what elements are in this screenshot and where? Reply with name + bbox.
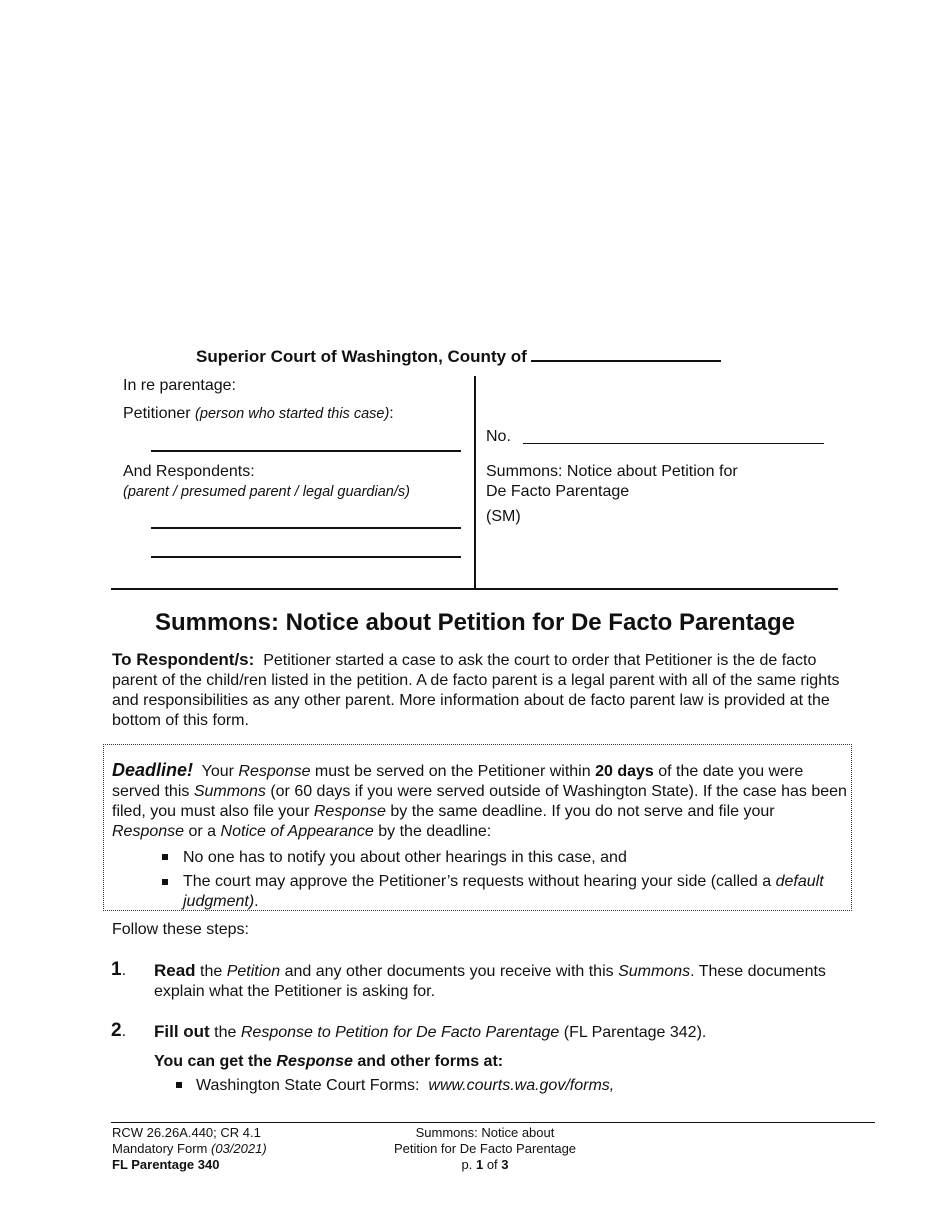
deadline-days: 20 days [595,763,654,780]
footer-page-p: p. [461,1157,473,1172]
step-1-summons: Summons [618,963,691,980]
footer-center-line1: Summons: Notice about [415,1125,555,1140]
deadline-summons: Summons [193,783,266,800]
step-2-t2: (FL Parentage 342). [563,1024,707,1041]
step-1-action: Read [154,961,196,980]
court-forms-link[interactable]: www.courts.wa.gov/forms, [428,1077,615,1094]
forms-bullet-label: Washington State Court Forms: [196,1077,420,1094]
doc-title-line1: Summons: Notice about Petition for [486,463,738,480]
step-1-number: 1. [111,959,127,980]
footer-date: (03/2021) [211,1141,267,1156]
deadline-lead: Deadline! [112,760,194,780]
deadline-t6: or a [188,823,217,840]
case-no-label: No. [486,428,511,445]
forms-heading-t2: and other forms at: [357,1053,504,1070]
deadline-paragraph [112,760,847,842]
doc-code: (SM) [486,508,521,525]
bullet-icon [176,1082,182,1088]
step-1-t2: and any other documents you receive with this [284,963,614,980]
case-no-line[interactable] [523,443,824,444]
court-header [196,344,721,367]
step-2-text [154,1022,844,1043]
step-2-t1: the [214,1024,237,1041]
doc-title-line2: De Facto Parentage [486,483,630,500]
footer-mandatory-text: Mandatory Form [112,1141,208,1156]
petitioner-name-line[interactable] [151,450,461,452]
petitioner-label [123,405,394,423]
deadline-bullet-2-text: The court may approve the Petitioner’s requests without hearing your side (called a [183,873,772,890]
footer-form-id: FL Parentage 340 [112,1157,220,1172]
follow-steps: Follow these steps: [112,921,249,938]
footer-page-total: 3 [501,1157,509,1172]
deadline-t7: by the deadline: [378,823,492,840]
petitioner-label-text: Petitioner [123,405,191,422]
footer-page-of: of [486,1157,498,1172]
deadline-bullet-1: No one has to notify you about other hearings in this case, and [183,849,627,866]
bullet-icon [162,854,168,860]
intro-text: Petitioner started a case to ask the court to order that Petitioner is the de facto parent of the child/ren listed in the petition. A de facto parent is a legal parent with all of the same rights and responsibilities as any other parent. More information about de facto parent law is provided at the bottom of this form. [112,652,840,729]
step-2-number: 2. [111,1020,127,1041]
footer-statute: RCW 26.26A.440; CR 4.1 [112,1125,261,1140]
footer-left [112,1125,372,1173]
deadline-t1: Your [201,763,234,780]
footer-rule [111,1122,875,1123]
step-1-num: 1 [111,959,122,980]
court-header-text: Superior Court of Washington, County of [196,347,527,366]
deadline-t5: by the same deadline. If you do not serve and file your [390,803,775,820]
step-1-text [154,961,844,1002]
page-title: Summons: Notice about Petition for De Facto Parentage [154,609,796,636]
deadline-bullet-2-end: . [254,893,259,910]
deadline-bullet-2-italic: default judgment) [183,873,824,910]
footer-center-line2: Petition for De Facto Parentage [393,1141,577,1156]
petitioner-hint: (person who started this case) [195,406,390,422]
step-2-num: 2 [111,1020,122,1041]
footer-mandatory [112,1141,372,1157]
caption-bottom-rule [111,588,838,590]
deadline-t2: must be served on the Petitioner within [314,763,591,780]
forms-heading [154,1052,844,1072]
step-1-t1: the [200,963,223,980]
deadline-response: Response [238,763,311,780]
intro-lead: To Respondent/s: [112,650,255,669]
respondent-name-line-2[interactable] [151,556,461,558]
step-1-petition: Petition [226,963,281,980]
county-blank[interactable] [531,344,721,362]
deadline-response-2: Response [313,803,386,820]
footer-page [355,1157,615,1173]
footer-center [355,1125,615,1173]
forms-heading-response: Response [276,1053,353,1070]
respondents-label: And Respondents: [123,463,255,480]
deadline-t4: (or 60 days if you were served outside of Washington State). If the case has been filed, you must also file your [112,783,847,820]
respondents-hint: (parent / presumed parent / legal guardian/s) [123,484,410,500]
in-re-label: In re parentage: [123,377,236,394]
deadline-notice: Notice of Appearance [220,823,374,840]
step-2-action: Fill out [154,1022,210,1041]
petitioner-colon: : [389,405,394,422]
intro-paragraph [112,650,842,731]
deadline-response-3: Response [112,823,185,840]
respondent-name-line-1[interactable] [151,527,461,529]
deadline-bullet-2 [183,872,833,912]
forms-bullet [196,1076,836,1096]
forms-heading-t1: You can get the [154,1053,272,1070]
deadline-t3: of the date you were served this [112,763,804,800]
bullet-icon [162,879,168,885]
step-1-t3: . These documents explain what the Petitioner is asking for. [154,963,826,1000]
footer-page-number: 1 [475,1157,484,1172]
caption-divider [474,376,476,589]
step-2-form: Response to Petition for De Facto Parentage [240,1024,560,1041]
